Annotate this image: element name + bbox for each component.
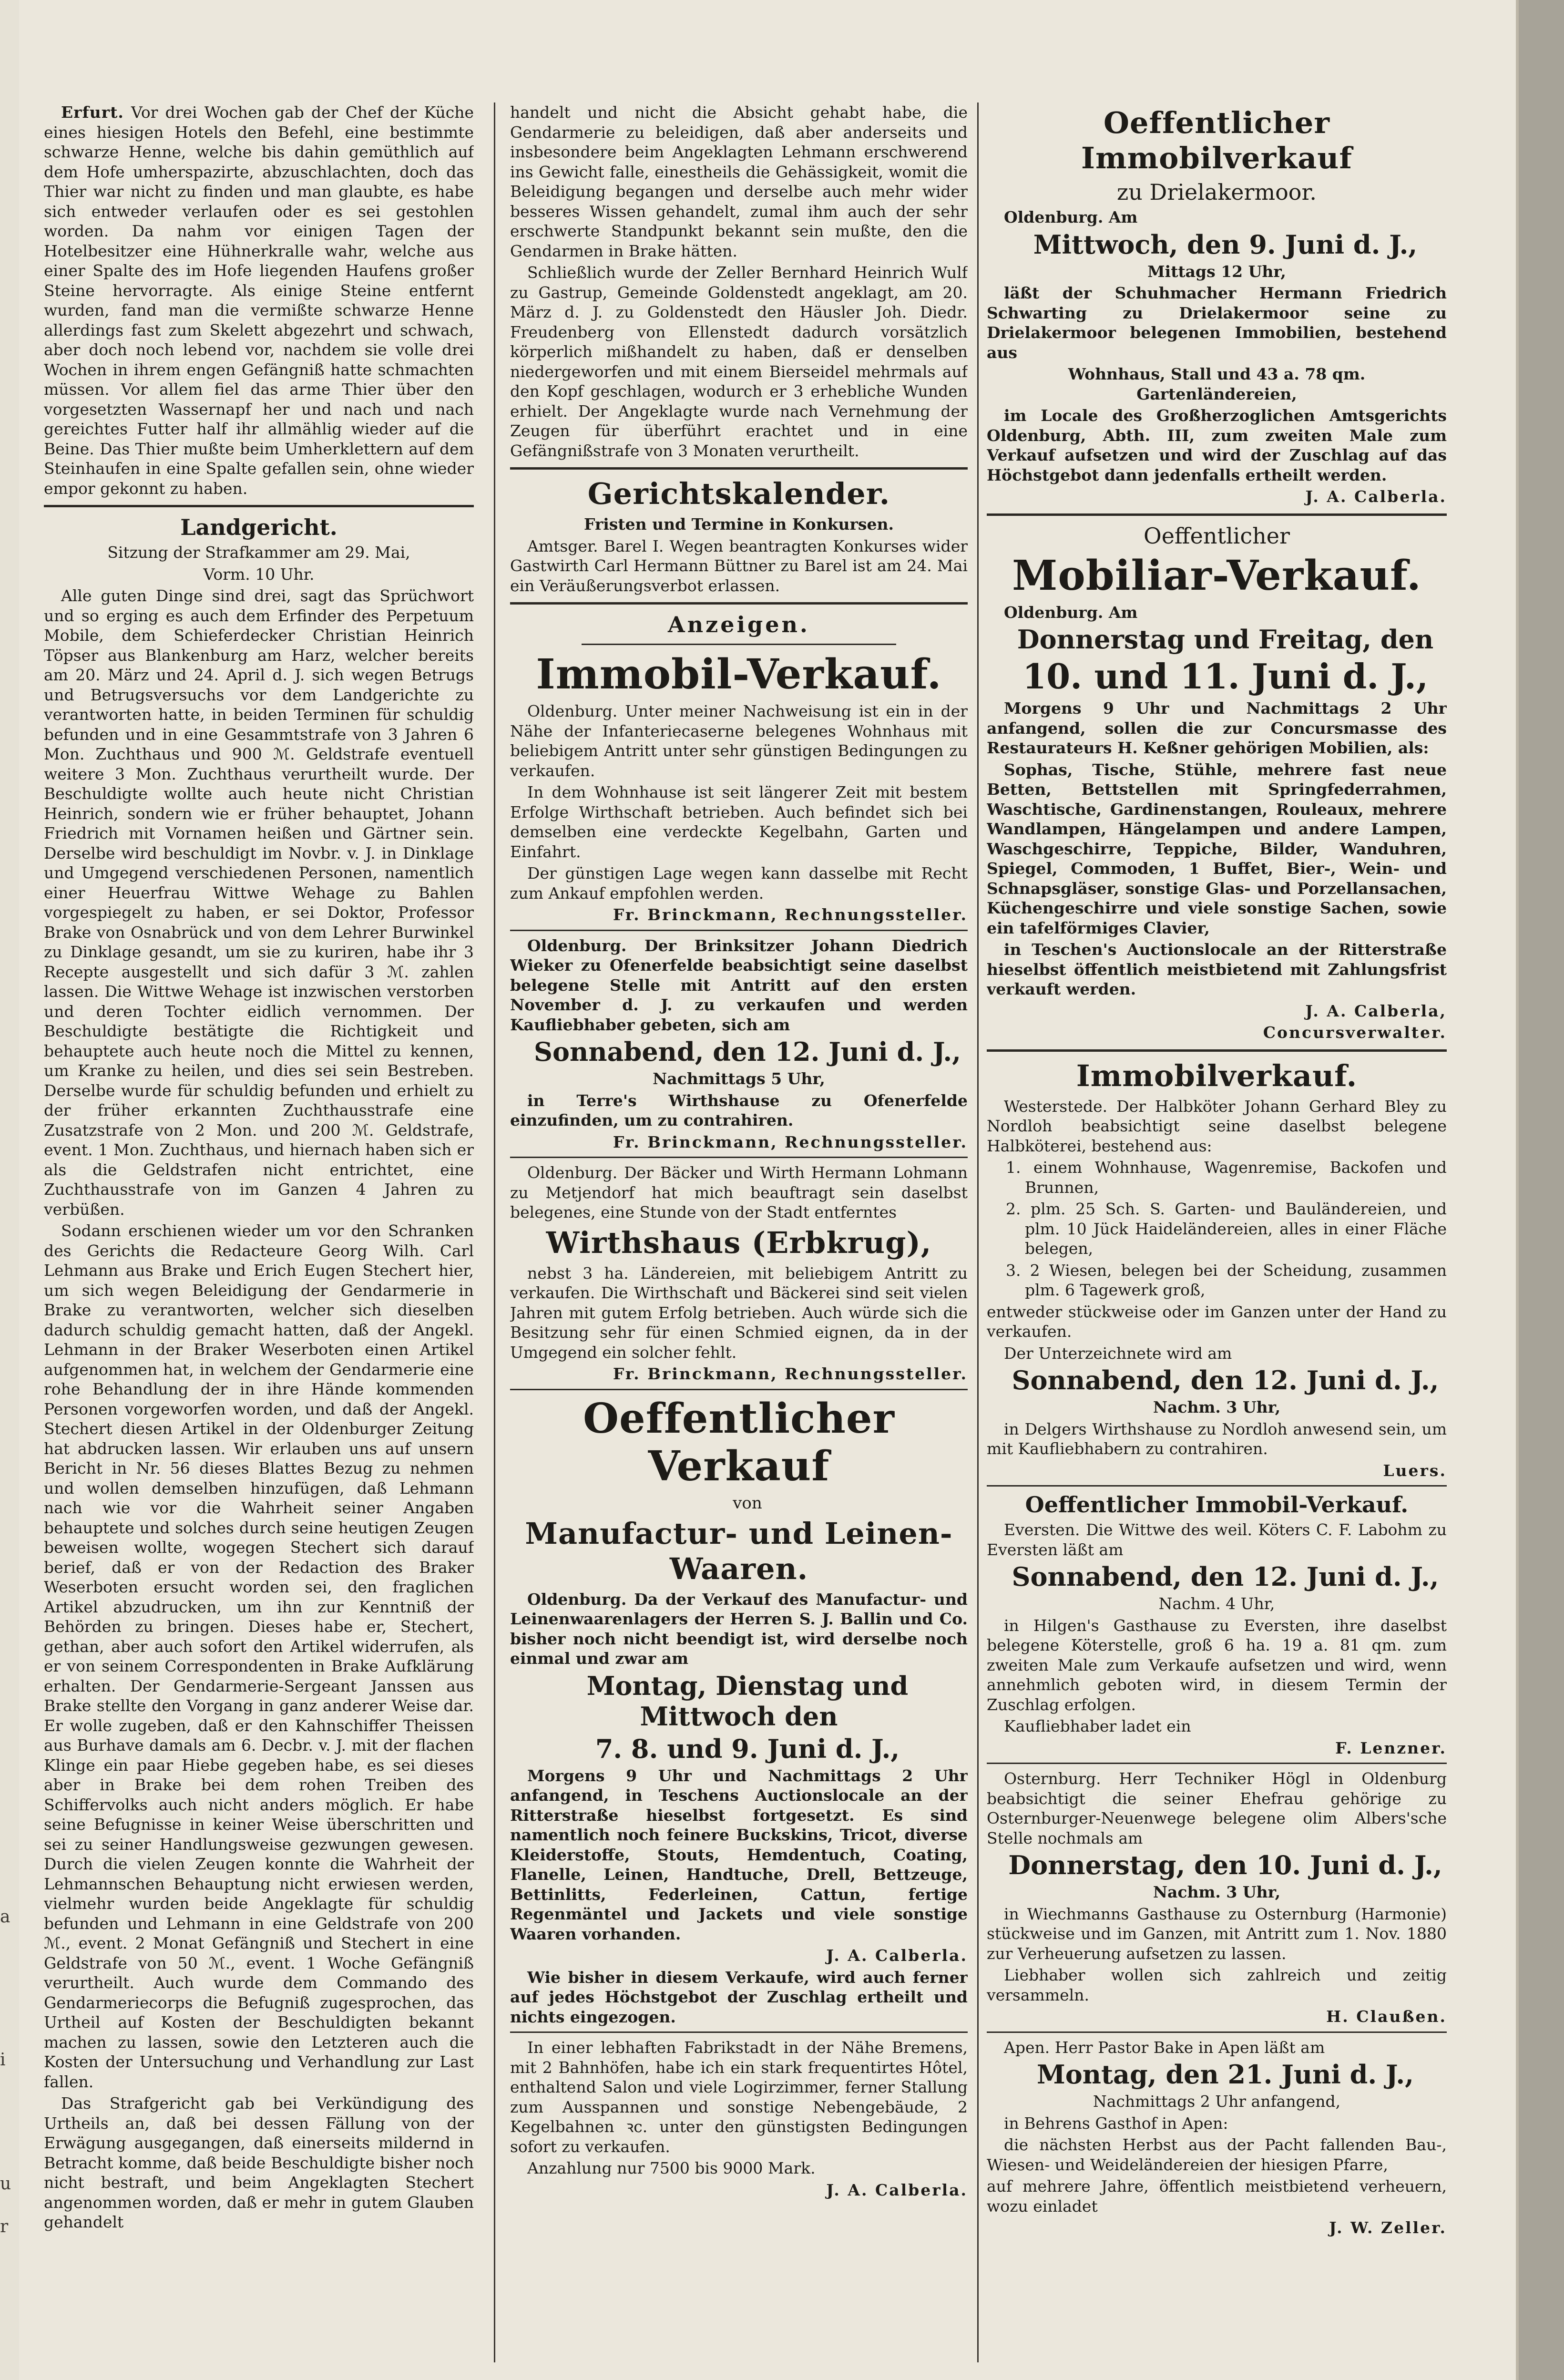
ad-title: Oeffentlicher Immobil-Verkauf. [1025,1492,1409,1518]
ad-text: in Behrens Gasthof in Apen: [1004,2113,1228,2133]
ad-signature: F. Lenzner. [1335,1738,1447,1757]
ad-date: 7. 8. und 9. Juni d. J., [595,1733,900,1764]
article-lead: Erfurt. [61,103,124,122]
ads-heading: Anzeigen. [668,612,810,637]
ad-text: nebst 3 ha. Ländereien, mit beliebigem Antritt zu verkaufen. Die Wirthschaft und Bäckerei sind seit vielen Jahren mit gutem Erfolg betrieben. Auch würde sich die Besitzung sehr für einen Schmied eignen, da in der Umgegend ein solcher fehlt. [510,1263,968,1362]
column-rule [494,103,495,2362]
ad-text: Eversten. Die Wittwe des weil. Köters C. F. Labohm zu Eversten läßt am [987,1520,1447,1559]
ad-date: Montag, Dienstag und Mittwoch den [586,1670,909,1732]
section-divider [582,644,896,645]
ad-divider [510,1157,968,1158]
ad-date: Sonnabend, den 12. Juni d. J., [1012,1561,1439,1592]
ad-date: Montag, den 21. Juni d. J., [1037,2059,1414,2090]
ad-divider [510,930,968,931]
ad-list-item: 1. einem Wohnhause, Wagenremise, Backofen und Brunnen, [1006,1158,1447,1197]
column-2 [510,103,968,2372]
ad-text: Liebhaber wollen sich zahlreich und zeitig versammeln. [987,1966,1447,2004]
ad-date: Sonnabend, den 12. Juni d. J., [534,1036,961,1067]
ad-time: Nachm. 4 Uhr, [1158,1594,1275,1613]
ad-subtitle: zu Drielakermoor. [1116,179,1317,205]
ad-text: in Teschen's Auctionslocale an der Ritterstraße hieselbst öffentlich meistbietend mit Zahlungsfrist verkauft werden. [987,940,1447,998]
ad-title: Immobilverkauf. [1076,1058,1358,1093]
ad-divider [987,513,1447,516]
ad-title: Oeffentlicher Immobilverkauf [1081,105,1353,175]
column-3 [987,103,1447,2372]
ad-text: In einer lebhaften Fabrikstadt in der Nähe Bremens, mit 2 Bahnhöfen, habe ich ein stark frequentirtes Hôtel, enthaltend Salon und viele Logirzimmer, ferner Stallung zum Ausspannen und sonstige Nebengebäude, 2 Kegelbahnen ꝛc. unter den günstigsten Bedingungen sofort zu verkaufen. [510,2038,968,2156]
section-subtitle: Fristen und Termine in Konkursen. [584,515,894,533]
article-paragraph: handelt und nicht die Absicht gehabt habe, die Gendarmerie zu beleidigen, daß aber anderseits und insbesondere beim Angeklagten Lehmann erschwerend ins Gewicht falle, einestheils die Gehässigkeit, womit die Beleidigung begangen und derselbe auch mehr wider besseres Wissen gehandelt, zumal ihm auch der sehr erschwerte Standpunkt bekannt sein mußte, den die Gendarmen in Brake hätten. [510,103,968,260]
column-rule [977,103,979,2362]
section-divider [510,602,968,605]
ad-text: Oldenburg. Unter meiner Nachweisung ist ein in der Nähe der Infanteriecaserne belegenes Wohnhaus mit beliebigem Antritt unter sehr günstigen Bedingungen zu verkaufen. [510,702,968,780]
section-title: Gerichtskalender. [587,476,890,511]
ad-time: Nachmittags 5 Uhr, [653,1069,825,1088]
ad-signature: Fr. Brinckmann, Rechnungssteller. [613,1364,968,1383]
ad-time: Nachm. 3 Uhr, [1153,1883,1281,1901]
ad-text: in Wiechmanns Gasthause zu Osternburg (Harmonie) stückweise und im Ganzen, mit Antritt zum 1. Nov. 1880 zur Verheuerung aufsetzen zu lassen. [987,1904,1447,1963]
ad-title: Mobiliar-Verkauf. [1012,551,1421,600]
ad-divider [510,1389,968,1390]
ad-time: Nachm. 3 Uhr, [1153,1398,1281,1416]
ad-text: im Locale des Großherzoglichen Amtsgerichts Oldenburg, Abth. III, zum zweiten Male zum Verkauf aufsetzen und wird der Zuschlag auf das Höchstgebot dann jedenfalls ertheilt werden. [987,406,1447,484]
ad-text: In dem Wohnhause ist seit längerer Zeit mit bestem Erfolge Wirthschaft betrieben. Auch befindet sich bei demselben eine verdeckte Kegelbahn, Garten und Einfahrt. [510,783,968,861]
ad-text: Oldenburg. Da der Verkauf des Manufactur- und Leinenwaarenlagers der Herren S. J. Ballin und Co. bisher noch nicht beendigt ist, wird derselbe noch einmal und zwar am [510,1590,968,1668]
ad-text: in Hilgen's Gasthause zu Eversten, ihre daselbst belegene Köterstelle, groß 6 ha. 19 a. 81 qm. zum zweiten Male zum Verkaufe aufsetzen und wird, wenn annehmlich geboten wird, in diesem Termin der Zuschlag erfolgen. [987,1616,1447,1714]
ad-signature: H. Claußen. [1326,2007,1447,2026]
article-paragraph: Schließlich wurde der Zeller Bernhard Heinrich Wulf zu Gastrup, Gemeinde Goldenstedt angeklagt, am 20. März d. J. zu Goldenstedt den Häusler Joh. Diedr. Freudenberg von Ellenstedt dadurch vorsätzlich körperlich mißhandelt zu haben, daß er denselben niedergeworfen und mit einem Bierseidel mehrmals auf den Kopf geschlagen, wodurch er 3 erhebliche Wunden erhielt. Der Angeklagte wurde nach Vernehmung der Zeugen für überführt erachtet und in eine Gefängnißstrafe von 3 Monaten verurtheilt. [510,263,968,460]
ad-title: Manufactur- und Leinen-Waaren. [525,1516,953,1586]
section-subtitle: Sitzung der Strafkammer am 29. Mai, [107,543,410,562]
ad-text: Westerstede. Der Halbköter Johann Gerhard Bley zu Nordloh beabsichtigt seine daselbst belegene Halbköterei, bestehend aus: [987,1097,1447,1155]
article-erfurt [44,103,474,498]
ad-divider [987,1049,1447,1052]
ad-list-item: 3. 2 Wiesen, belegen bei der Scheidung, zusammen plm. 6 Tagewerk groß, [1006,1261,1447,1299]
ad-time: Nachmittags 2 Uhr anfangend, [1093,2092,1341,2111]
ad-signature: J. A. Calberla, [1305,1001,1447,1020]
margin-mark: a [0,1907,10,1927]
ad-text: entweder stückweise oder im Ganzen unter der Hand zu verkaufen. [987,1302,1447,1341]
ad-date: Donnerstag und Freitag, den [1017,624,1434,655]
ad-divider [987,2031,1447,2033]
ad-place: Oldenburg. Am [1004,208,1138,226]
article-paragraph: Das Strafgericht gab bei Verkündigung des Urtheils an, daß bei dessen Fällung von der Erwägung ausgegangen, daß einerseits mildernd in Betracht komme, daß beide Beschuldigte bisher noch nicht bestraft, und beim Angeklagten Stechert angenommen worden, daß er mehr in gutem Glauben gehandelt [44,2094,474,2231]
ad-signature: Fr. Brinckmann, Rechnungssteller. [613,1132,968,1151]
ad-divider [987,1485,1447,1487]
margin-mark: i [0,2050,6,2070]
section-title: Landgericht. [180,514,337,540]
ad-date: Sonnabend, den 12. Juni d. J., [1012,1365,1439,1395]
ad-text: Der Unterzeichnete wird am [1004,1344,1232,1363]
ad-text: Morgens 9 Uhr und Nachmittags 2 Uhr anfangend, sollen die zur Concursmasse des Restaurateurs H. Keßner gehörigen Mobilien, als: [987,699,1447,757]
ad-text: Anzahlung nur 7500 bis 9000 Mark. [527,2159,816,2177]
ad-text: in Terre's Wirthshause zu Ofenerfelde einzufinden, um zu contrahiren. [510,1091,968,1129]
ad-list-item: 2. plm. 25 Sch. S. Garten- und Bauländereien, und plm. 10 Jück Haideländereien, alles in einer Fläche belegen, [1006,1200,1447,1258]
ad-items: Wohnhaus, Stall und 43 a. 78 qm. Gartenländereien, [1068,365,1366,403]
ad-title: Oeffentlicher Verkauf [583,1394,895,1490]
article-paragraph: Alle guten Dinge sind drei, sagt das Sprüchwort und so erging es auch dem Erfinder des Perpetuum Mobile, dem Schieferdecker Christian Heinrich Töpser aus Blankenburg am Harz, welcher bereits am 20. März und 24. April d. J. sich wegen Betrugs und Betrugsversuchs vor dem Landgerichte zu verantworten hatte, in beiden Terminen für schuldig befunden und in eine Gesammtstrafe von 3 Jahren 6 Mon. Zuchthaus und 900 ℳ. Geldstrafe eventuell weitere 3 Mon. Zuchthaus verurtheilt wurde. Der Beschuldigte wollte auch heute nicht Christian Heinrich, sondern wie er früher behauptet, Johann Friedrich mit Vornamen heißen und Gärtner sein. Derselbe wird beschuldigt im Novbr. v. J. in Dinklage und Umgegend verschiedenen Personen, namentlich einer Heuerfrau Wittwe Wehage zu Bahlen vorgespiegelt zu haben, er sei Doktor, Professor Brake von Osnabrück und von dem Lehrer Burwinkel zu Dinklage gesandt, um sie zu kuriren, habe ihr 3 Recepte ausgestellt und sich dafür 3 ℳ. zahlen lassen. Die Wittwe Wehage ist inzwischen verstorben und deren Tochter eidlich vernommen. Der Beschuldigte bestätigte die Richtigkeit und behauptete auch heute noch die Mittel zu kennen, um Kranke zu heilen, und dies sei sein Bestreben. Derselbe wurde für schuldig befunden und erhielt zu der früher erkannten Zuchthausstrafe eine Zusatzstrafe von 2 Mon. und 200 ℳ. Geldstrafe, event. 1 Mon. Zuchthaus, und hiernach haben sich er als die Geldstrafen nicht entrichtet, eine Zuchthausstrafe von im Ganzen 4 Jahren zu verbüßen. [44,586,474,1219]
page-edge [1519,0,1564,2380]
ad-text: in Delgers Wirthshause zu Nordloh anwesend sein, um mit Kaufliebhabern zu contrahiren. [987,1419,1447,1458]
ad-signature: Concursverwalter. [1263,1023,1447,1042]
ad-date: Mittwoch, den 9. Juni d. J., [1033,229,1418,260]
margin-mark: u [0,2174,11,2194]
ad-time: Mittags 12 Uhr, [1147,262,1286,281]
ad-text: Oldenburg. Der Bäcker und Wirth Hermann Lohmann zu Metjendorf hat mich beauftragt sein daselbst belegenes, eine Stunde von der Stadt entferntes [510,1163,968,1221]
ad-title: Immobil-Verkauf. [536,650,942,698]
ad-text: Apen. Herr Pastor Bake in Apen läßt am [1004,2038,1325,2057]
section-subtitle: Vorm. 10 Uhr. [203,564,315,584]
article-text: Vor drei Wochen gab der Chef der Küche eines hiesigen Hotels den Befehl, eine bestimmte schwarze Henne, welche bis dahin gemüthlich auf dem Hofe umherspazirte, abzuschlachten, doch das Thier war nicht zu finden und man glaubte, es habe sich entweder verlaufen oder es sei gestohlen worden. Da nahm vor einigen Tagen der Hotelbesitzer eine Hühnerkralle wahr, welche aus einer Spalte des im Hofe liegenden Haufens großer Steine hervorragte. Als einige Steine entfernt wurden, fand man die vermißte schwarze Henne allerdings fast zum Skelett abgezehrt und schwach, aber doch noch lebend vor, nachdem sie volle drei Wochen in ihrem engen Gefängniß hatte schmachten müssen. Vor allem fiel das arme Thier über den vorgesetzten Wassernapf her und nach und nach gereichtes Futter half ihr allmählig wieder auf die Beine. Das Thier mußte beim Umherklettern auf dem Steinhaufen in eine Spalte gefallen sein, ohne wieder empor gekonnt zu haben. [44,103,474,498]
ad-divider [987,1763,1447,1764]
article-paragraph: Sodann erschienen wieder um vor den Schranken des Gerichts die Redacteure Georg Wilh. Carl Lehmann aus Brake und Erich Eugen Stechert hier, um sich wegen Beleidigung der Gendarmerie in Brake zu verantworten, welcher sich dieselben dadurch schuldig gemacht hatten, daß der Angekl. Lehmann in der Braker Weserboten einen Artikel aufgenommen hat, in welchem der Gendarmerie eine rohe Behandlung der in ihre Hände kommenden Personen vorgeworfen worden, und daß der Angekl. Stechert diesen Artikel in der Oldenburger Zeitung hat abdrucken lassen. Wir erlauben uns auf unsern Bericht in Nr. 56 dieses Blattes Bezug zu nehmen und wollen demselben hinzufügen, daß Lehmann nach wie vor die Wahrheit seiner Angaben behauptete und solches durch seine heutigen Zeugen beweisen wollte, wogegen Stechert sich darauf berief, daß er von der Redaction des Braker Weserboten ersucht worden sei, den fraglichen Artikel abzudrucken, um ihn zur Kenntniß der Behörden zu bringen. Dieses habe er, Stechert, gethan, aber auch sofort den Artikel widerrufen, als er von seinem Correspondenten in Brake Aufklärung erhalten. Der Gendarmerie-Sergeant Janssen aus Brake stellte den Vorgang in ganz anderer Weise dar. Er wolle zugeben, daß er den Kahnschiffer Theissen aus Burhave damals am 6. Decbr. v. J. mit der flachen Klinge ein paar Hiebe gegeben habe, es sei dieses aber in Brake bei dem rohen Treiben des Schiffervolks auch nicht anders möglich. Er habe seine Befugnisse in keiner Weise überschritten und sei zu seiner Handlungsweise gezwungen gewesen. Durch die vielen Zeugen konnte die Wahrheit der Lehmannschen Behauptung nicht erwiesen werden, vielmehr wurden beide Angeklagte für schuldig befunden und Lehmann in eine Geldstrafe von 200 ℳ., event. 2 Monat Gefängniß und Stechert in eine Geldstrafe von 50 ℳ., event. 1 Woche Gefängniß verurtheilt. Auch wurde dem Commando des Gendarmeriecorps die Befugniß zugesprochen, das Urtheil auf Kosten der Beschuldigten bekannt machen zu lassen, sowie den Letzteren auch die Kosten der Untersuchung und Verhandlung zur Last fallen. [44,1221,474,2091]
column-1 [44,103,474,2372]
ad-text: läßt der Schuhmacher Hermann Friedrich Schwarting zu Drielakermoor seine zu Drielakermoor belegenen Immobilien, bestehend aus [987,284,1447,362]
ad-text: die nächsten Herbst aus der Pacht fallenden Bau-, Wiesen- und Weideländereien der hiesigen Pfarre, [987,2135,1447,2174]
ad-signature: J. A. Calberla. [1305,487,1447,506]
section-divider [44,505,474,507]
ad-signature: J. A. Calberla. [826,2180,968,2199]
ad-title: Wirthshaus (Erbkrug), [546,1225,932,1260]
ad-text: Kaufliebhaber ladet ein [1004,1717,1191,1735]
ad-signature: J. W. Zeller. [1329,2218,1447,2237]
ad-divider [510,2031,968,2033]
ad-title-connector: von [733,1493,762,1513]
ad-text: auf mehrere Jahre, öffentlich meistbietend verheuern, wozu einladet [987,2177,1447,2216]
ad-date: Donnerstag, den 10. Juni d. J., [1008,1850,1442,1880]
ad-text: Oldenburg. Der Brinksitzer Johann Diedrich Wieker zu Ofenerfelde beabsichtigt seine daselbst belegene Stelle mit Antritt auf den ersten November d. J. zu verkaufen und werden Kaufliebhaber gebeten, sich am [510,936,968,1034]
ad-text: Der günstigen Lage wegen kann dasselbe mit Recht zum Ankauf empfohlen werden. [510,864,968,903]
margin-mark: r [0,2217,9,2236]
ad-pretitle: Oeffentlicher [1144,523,1290,549]
ad-date: 10. und 11. Juni d. J., [1022,656,1429,697]
ad-signature: Fr. Brinckmann, Rechnungssteller. [613,905,968,924]
article-paragraph: Amtsger. Barel I. Wegen beantragten Konkurses wider Gastwirth Carl Hermann Büttner zu Barel ist am 24. Mai ein Veräußerungsverbot erlassen. [510,536,968,595]
ad-signature: J. A. Calberla. [826,1946,968,1965]
section-divider [510,467,968,470]
ad-text: Wie bisher in diesem Verkaufe, wird auch ferner auf jedes Höchstgebot der Zuschlag ertheilt und nichts eingezogen. [510,1968,968,2026]
ad-place: Oldenburg. Am [1004,603,1138,622]
ad-text: Osternburg. Herr Techniker Högl in Oldenburg beabsichtigt die seiner Ehefrau gehörige zu Osternburger-Neuenwege belegene olim Albers'sche Stelle nochmals am [987,1769,1447,1847]
ad-signature: Luers. [1383,1461,1447,1480]
ad-text: Sophas, Tische, Stühle, mehrere fast neue Betten, Bettstellen mit Springfederrahmen, Waschtische, Gardinenstangen, Rouleaux, mehrere Wandlampen, Hängelampen und andere Lampen, Waschgeschirre, Teppiche, Bilder, Wanduhren, Spiegel, Commoden, 1 Buffet, Bier-, Wein- und Schnapsgläser, sonstige Glas- und Porzellansachen, Küchengeschirre und viele sonstige Sachen, sowie ein tafelförmiges Clavier, [987,760,1447,937]
ad-text: Morgens 9 Uhr und Nachmittags 2 Uhr anfangend, in Teschens Auctionslocale an der Ritterstraße hieselbst fortgesetzt. Es sind namentlich noch feinere Buckskins, Tricot, diverse Kleiderstoffe, Stouts, Hemdentuch, Coating, Flanelle, Leinen, Handtuche, Drell, Bettzeuge, Bettinlitts, Federleinen, Cattun, fertige Regenmäntel und Jackets und viele sonstige Waaren vorhanden. [510,1766,968,1943]
